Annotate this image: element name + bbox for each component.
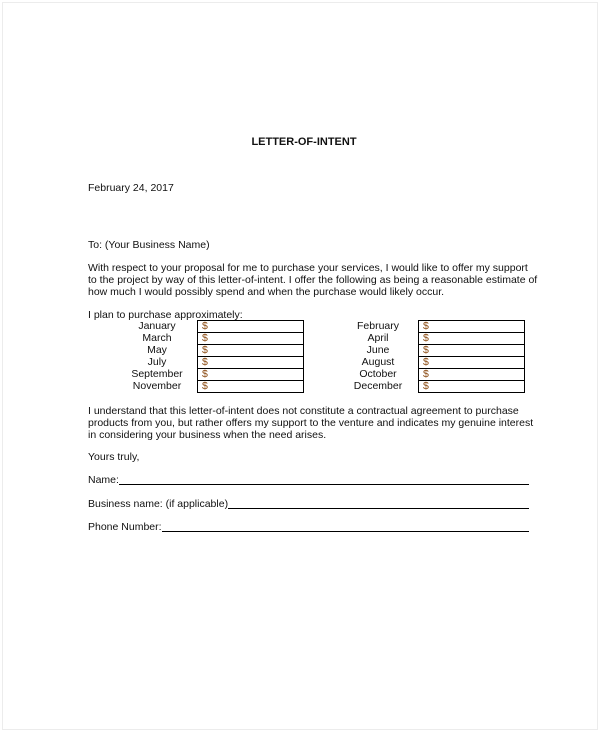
- phone-field[interactable]: [88, 520, 529, 533]
- left-month-table: [110, 320, 304, 392]
- currency-symbol: $: [423, 379, 429, 392]
- amount-input[interactable]: [197, 344, 304, 356]
- intro-paragraph: With respect to your proposal for me to purchase your services, I would like to offer my support to the project by way of this letter-of-intent. I offer the following as being a reasonable estimate of how much I would possibly spend and when the purchase would likely occur.: [88, 262, 538, 298]
- amount-input[interactable]: [197, 380, 304, 393]
- currency-symbol: $: [423, 332, 429, 344]
- month-label: December: [353, 380, 403, 392]
- currency-symbol: $: [423, 320, 429, 332]
- month-label: July: [147, 356, 167, 368]
- currency-symbol: $: [202, 356, 208, 368]
- month-label: May: [147, 344, 167, 356]
- month-row: [110, 356, 304, 368]
- amount-input[interactable]: [197, 368, 304, 380]
- month-row: [331, 380, 525, 392]
- amount-input[interactable]: [197, 356, 304, 368]
- month-label: October: [359, 368, 397, 380]
- phone-line[interactable]: [162, 520, 529, 532]
- month-row: [331, 344, 525, 356]
- document-title: LETTER-OF-INTENT: [251, 136, 357, 148]
- currency-symbol: $: [423, 356, 429, 368]
- month-row: [331, 320, 525, 332]
- month-label: June: [366, 344, 390, 356]
- right-month-table: [331, 320, 525, 392]
- month-row: [331, 368, 525, 380]
- currency-symbol: $: [202, 344, 208, 356]
- currency-symbol: $: [202, 379, 208, 392]
- currency-symbol: $: [202, 320, 208, 332]
- currency-symbol: $: [202, 368, 208, 380]
- business-name-line[interactable]: [228, 497, 529, 509]
- business-name-field[interactable]: [88, 497, 529, 510]
- month-label: November: [132, 380, 182, 392]
- month-row: [331, 356, 525, 368]
- letter-date: February 24, 2017: [88, 182, 174, 194]
- name-line[interactable]: [119, 473, 529, 485]
- month-label: February: [356, 320, 399, 332]
- amount-input[interactable]: [418, 368, 525, 380]
- currency-symbol: $: [423, 344, 429, 356]
- closing-paragraph: I understand that this letter-of-intent does not constitute a contractual agreement to purchase products from you, but rather offers my support to the venture and indicates my genuine interest in considering your business when the need arises.: [88, 405, 534, 441]
- month-label: March: [142, 332, 172, 344]
- month-row: [331, 332, 525, 344]
- month-label: January: [138, 320, 176, 332]
- month-label: August: [361, 356, 395, 368]
- amount-input[interactable]: [418, 356, 525, 368]
- recipient: To: (Your Business Name): [88, 239, 210, 251]
- month-row: [110, 332, 304, 344]
- currency-symbol: $: [202, 332, 208, 344]
- plan-label: I plan to purchase approximately:: [88, 309, 243, 321]
- amount-input[interactable]: [197, 332, 304, 344]
- amount-input[interactable]: [418, 332, 525, 344]
- month-label: September: [131, 368, 183, 380]
- month-row: [110, 380, 304, 392]
- phone-label: Phone Number:: [88, 521, 162, 533]
- amount-input[interactable]: [418, 380, 525, 393]
- amount-input[interactable]: [418, 344, 525, 356]
- month-label: April: [367, 332, 389, 344]
- month-row: [110, 344, 304, 356]
- name-label: Name:: [88, 474, 119, 486]
- amount-input[interactable]: [197, 320, 304, 332]
- currency-symbol: $: [423, 368, 429, 380]
- signoff: Yours truly,: [88, 451, 140, 463]
- month-row: [110, 320, 304, 332]
- amount-input[interactable]: [418, 320, 525, 332]
- month-row: [110, 368, 304, 380]
- business-name-label: Business name: (if applicable): [88, 498, 229, 510]
- name-field[interactable]: [88, 473, 529, 486]
